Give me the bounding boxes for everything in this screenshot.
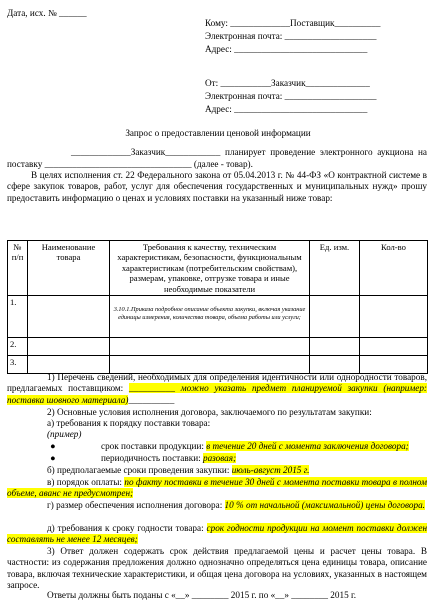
- row-unit: [310, 296, 360, 338]
- header-num: № п/п: [8, 241, 28, 296]
- item-2d: [7, 523, 427, 546]
- item-2g-label: г) размер обеспечения исполнения договора:: [47, 500, 225, 510]
- from-line: От: ___________Заказчик______________: [205, 78, 370, 88]
- row-requirements: [110, 338, 310, 356]
- intro-line-2: поставку ________________________________ (далее - товар).: [7, 158, 253, 169]
- item-3: 3) Ответ должен содержать срок действия предлагаемой цены и расчет цены товара. В частности: из содержания предложения должно однозначно определяться цена единицы товара, описание товара, включая технические характеристики, и общая цена договора на условиях, указанных в настоящем запросе.: [7, 546, 427, 591]
- row-qty: [360, 296, 428, 338]
- bullet-icon: ●: [50, 441, 56, 451]
- item-1: [7, 372, 427, 406]
- to-line: Кому: _____________Поставщик__________: [205, 18, 381, 28]
- item-2b-label: б) предполагаемые сроки проведения закупки:: [47, 465, 232, 475]
- row-num: 1.: [8, 296, 28, 338]
- bullet-2-label: периодичность поставки:: [101, 453, 203, 463]
- from-email: Электронная почта: ____________________: [205, 91, 377, 101]
- item-2a: а) требования к порядку поставки товара:: [47, 418, 211, 428]
- table-row: [8, 338, 428, 356]
- from-address: Адрес: _____________________________: [205, 104, 368, 114]
- item-2: 2) Основные условия исполнения договора, заключаемого по результатам закупки:: [47, 407, 372, 417]
- header-qty: Кол-во: [360, 241, 428, 296]
- header-unit: Ед. изм.: [310, 241, 360, 296]
- to-address: Адрес: _____________________________: [205, 44, 368, 54]
- row-name: [28, 356, 110, 374]
- row-requirements: 3.10.1.Приказа подробное описание объекта закупки, включая указание единицы измерения, количества товара, объема работы или услуги;: [110, 296, 310, 338]
- item-2b: [47, 465, 309, 476]
- item-2d-highlight: срок годности продукции на момент поставки должен составлять не менее 12 месяцев;: [7, 523, 428, 545]
- row-requirements: [110, 356, 310, 374]
- item-1-end: __________: [128, 394, 175, 405]
- row-num: 3.: [8, 356, 28, 374]
- item-1-text: 1) Перечень сведений, необходимых для определения идентичности или однородности товаров, предлагаемых поставщиком:: [7, 372, 427, 394]
- bullet-2-highlight: разовая;: [202, 453, 237, 463]
- row-qty: [360, 356, 428, 374]
- intro-line-1: _____________Заказчик____________ планирует проведение электронного аукциона на: [71, 147, 427, 157]
- item-2g: [7, 500, 427, 511]
- intro-paragraph: В целях исполнения ст. 22 Федерального закона от 05.04.2013 г. № 44-ФЗ «О контрактной системе в сфере закупок товаров, работ, услуг для обеспечения государственных и муниципальных нужд» прошу предоставить информацию о ценах и условиях поставки на указанный ниже товар:: [7, 170, 427, 203]
- row-name: [28, 296, 110, 338]
- item-2v: [7, 477, 427, 500]
- bullet-2: [101, 453, 236, 464]
- item-2v-label: в) порядок оплаты:: [47, 477, 125, 487]
- row-unit: [310, 356, 360, 374]
- row-name: [28, 338, 110, 356]
- date-line: Дата, исх. № ______: [7, 8, 87, 18]
- to-email: Электронная почта: ____________________: [205, 31, 377, 41]
- item-2g-highlight: 10 % от начальной (максимальной) цены договора.: [224, 500, 425, 510]
- item-4: Ответы должны быть поданы с «__» ________ 2015 г. по «__» ________ 2015 г.: [47, 590, 357, 600]
- item-2a-example: (пример): [47, 429, 82, 439]
- table-row: [8, 296, 428, 338]
- bullet-icon: ●: [50, 453, 56, 463]
- item-1-highlight: __________ можно указать предмет планируемой закупки (например: поставка шовного материала): [7, 383, 427, 405]
- row-unit: [310, 338, 360, 356]
- document-title: Запрос о предоставлении ценовой информации: [125, 128, 311, 138]
- bullet-1: [101, 441, 409, 452]
- table-header-row: [8, 241, 428, 296]
- bullet-1-label: срок поставки продукции:: [101, 441, 207, 451]
- goods-table: [7, 240, 428, 374]
- header-requirements: Требования к качеству, техническим характеристикам, безопасности, функциональным характеристикам (потребительским свойствам), размерам, упаковке, отгрузке товара и иные необходимые показатели: [110, 241, 310, 296]
- item-2b-highlight: июль-август 2015 г.: [231, 465, 310, 475]
- row-qty: [360, 338, 428, 356]
- bullet-1-highlight: в течение 20 дней с момента заключения договора;: [206, 441, 409, 451]
- header-name: Наименование товара: [28, 241, 110, 296]
- item-2d-label: д) требования к сроку годности товара:: [47, 523, 207, 533]
- item-2v-highlight: по факту поставки в течение 30 дней с момента поставки товара в полном объеме, аванс не предусмотрен;: [7, 477, 427, 499]
- row-num: 2.: [8, 338, 28, 356]
- table-row: [8, 356, 428, 374]
